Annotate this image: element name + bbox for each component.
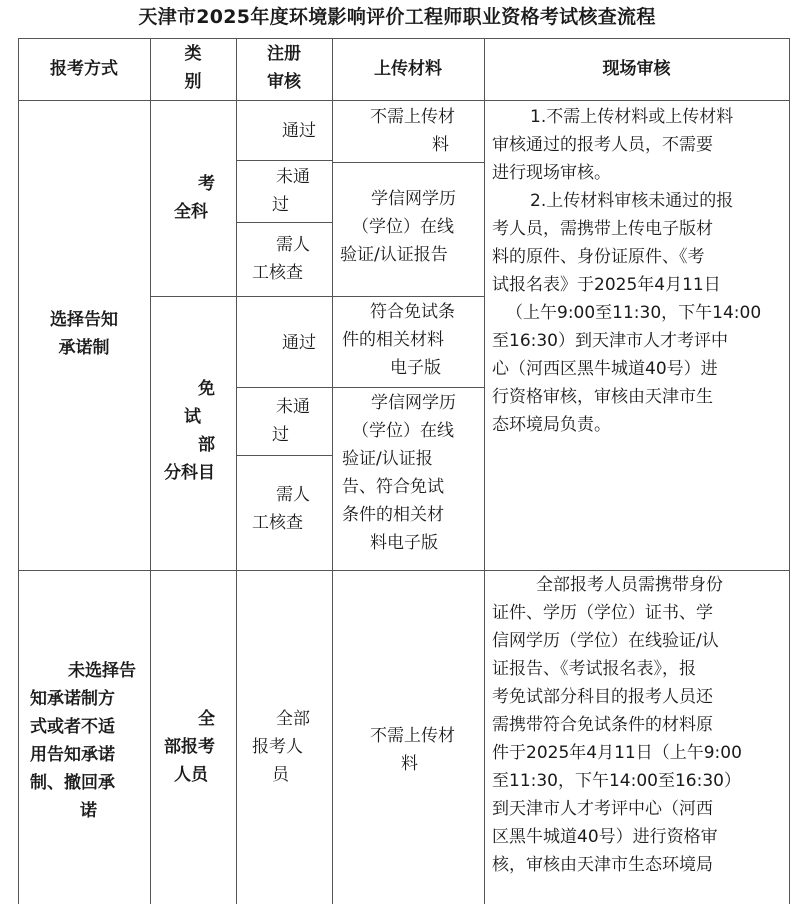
header-upload: 上传材料 <box>374 59 442 79</box>
reg-line: 未通 <box>276 167 310 187</box>
reg-line: 过 <box>272 425 289 445</box>
reg-line: 工核查 <box>252 263 303 283</box>
header-onsite: 现场审核 <box>602 59 671 79</box>
upload-line: 料电子版 <box>370 533 438 553</box>
onsite-review-commitment <box>486 103 788 439</box>
onsite-line: 审核通过的报考人员，不需要 <box>492 135 713 155</box>
reg-status-pass: 通过 <box>282 121 316 141</box>
onsite-review-all <box>486 571 788 879</box>
upload-line: 件的相关材料 <box>342 330 444 350</box>
category-line: 试 <box>184 407 201 427</box>
method-line: 用告知承诺 <box>30 745 115 765</box>
reg-line: 工核查 <box>252 513 303 533</box>
onsite-line: 需携带符合免试条件的材料原 <box>492 715 713 735</box>
header-divider <box>18 100 790 101</box>
upload-line: 学信网学历 <box>371 189 456 209</box>
onsite-line: 考人员，需携带上传电子版材 <box>492 219 713 239</box>
header-category-line: 别 <box>184 72 202 92</box>
reg-line: 过 <box>272 195 289 215</box>
upload-line: 符合免试条 <box>370 302 455 322</box>
reg-status-fail <box>236 163 332 219</box>
onsite-line: 料的原件、身份证原件、《考 <box>492 247 705 267</box>
upload-line: 条件的相关材 <box>342 505 444 525</box>
category-line: 部 <box>198 435 215 455</box>
category-all-applicants <box>150 705 236 789</box>
row-divider <box>332 162 484 163</box>
row-divider <box>236 387 484 388</box>
onsite-line: 1.不需上传材料或上传材料 <box>530 107 734 127</box>
category-line: 人员 <box>174 765 208 785</box>
upload-line: 不需上传材 <box>370 726 455 746</box>
onsite-line: 全部报考人员需携带身份 <box>536 575 723 595</box>
upload-line: 料 <box>432 135 449 155</box>
reg-all-applicants <box>236 705 332 789</box>
onsite-line: （上午9:00至11:30，下午14:00 <box>506 303 762 323</box>
onsite-line: 进行现场审核。 <box>492 163 611 183</box>
category-full-subjects <box>150 170 236 226</box>
header-registration-line: 审核 <box>267 72 301 92</box>
onsite-line: 至11:30，下午14:00至16:30） <box>492 771 741 791</box>
method-no-commitment <box>18 657 150 825</box>
reg-status-manual <box>236 231 332 287</box>
category-line: 全科 <box>174 202 208 222</box>
header-category <box>150 40 236 96</box>
category-line: 部报考 <box>164 737 215 757</box>
row-divider <box>236 455 332 456</box>
onsite-line: 态环境局负责。 <box>492 415 611 435</box>
upload-line: 验证/认证报告 <box>340 245 448 265</box>
upload-line: （学位）在线 <box>352 217 454 237</box>
onsite-line: 行资格审核，审核由天津市生 <box>492 387 713 407</box>
category-line: 考 <box>198 174 215 194</box>
upload-line: 不需上传材 <box>370 107 455 127</box>
upload-line: 电子版 <box>390 358 441 378</box>
method-line: 式或者不适 <box>30 717 115 737</box>
upload-none-required <box>332 722 484 778</box>
upload-line: 学信网学历 <box>371 393 456 413</box>
method-line: 选择告知 <box>50 310 118 330</box>
table-border-right <box>789 38 790 904</box>
onsite-line: 试报名表》于2025年4月11日 <box>492 275 721 295</box>
reg-status-pass: 通过 <box>282 333 316 353</box>
onsite-line: 证报告、《考试报名表》，报 <box>492 659 696 679</box>
onsite-line: 区黑牛城道40号）进行资格审 <box>492 827 718 847</box>
category-line: 分科目 <box>164 463 215 483</box>
reg-status-fail <box>236 393 332 449</box>
row-divider <box>150 296 484 297</box>
row-divider <box>236 160 332 161</box>
onsite-line: 证件、学历（学位）证书、学 <box>492 603 713 623</box>
upload-line: （学位）在线 <box>352 421 454 441</box>
page-title: 天津市2025年度环境影响评价工程师职业资格考试核查流程 <box>138 6 656 28</box>
header-category-line: 类 <box>184 44 202 64</box>
reg-line: 报考人 <box>252 737 303 757</box>
upload-line: 料 <box>401 754 418 774</box>
method-line: 未选择告 <box>68 661 136 681</box>
category-partial-exemption <box>150 375 236 487</box>
reg-status-manual <box>236 481 332 537</box>
onsite-line: 信网学历（学位）在线验证/认 <box>492 631 719 651</box>
onsite-line: 2.上传材料审核未通过的报 <box>530 191 734 211</box>
method-line: 诺 <box>80 801 97 821</box>
method-commitment <box>18 306 150 362</box>
table-border-top <box>18 38 790 39</box>
onsite-line: 到天津市人才考评中心（河西 <box>492 799 713 819</box>
upload-chsi-and-exemption <box>332 389 484 557</box>
method-line: 知承诺制方 <box>30 689 115 709</box>
onsite-line: 件于2025年4月11日（上午9:00 <box>492 743 742 763</box>
header-method: 报考方式 <box>50 59 118 79</box>
reg-line: 需人 <box>276 485 310 505</box>
upload-line: 验证/认证报 <box>342 449 433 469</box>
category-line: 全 <box>198 709 215 729</box>
method-line: 承诺制 <box>58 338 110 358</box>
row-divider <box>236 222 332 223</box>
upload-chsi-verification <box>332 185 484 269</box>
onsite-line: 心（河西区黑牛城道40号）进 <box>492 359 718 379</box>
upload-line: 告、符合免试 <box>342 477 444 497</box>
reg-line: 未通 <box>276 397 310 417</box>
onsite-line: 考免试部分科目的报考人员还 <box>492 687 713 707</box>
method-line: 制、撤回承 <box>30 773 115 793</box>
onsite-line: 核，审核由天津市生态环境局 <box>492 855 713 875</box>
reg-line: 需人 <box>276 235 310 255</box>
reg-line: 员 <box>272 765 289 785</box>
onsite-line: 至16:30）到天津市人才考评中 <box>492 331 728 351</box>
upload-none-required <box>332 103 484 159</box>
col-divider <box>484 38 485 904</box>
reg-line: 全部 <box>276 709 310 729</box>
header-registration <box>236 40 332 96</box>
upload-exemption-materials <box>332 298 484 382</box>
header-registration-line: 注册 <box>267 44 301 64</box>
category-line: 免 <box>198 379 215 399</box>
